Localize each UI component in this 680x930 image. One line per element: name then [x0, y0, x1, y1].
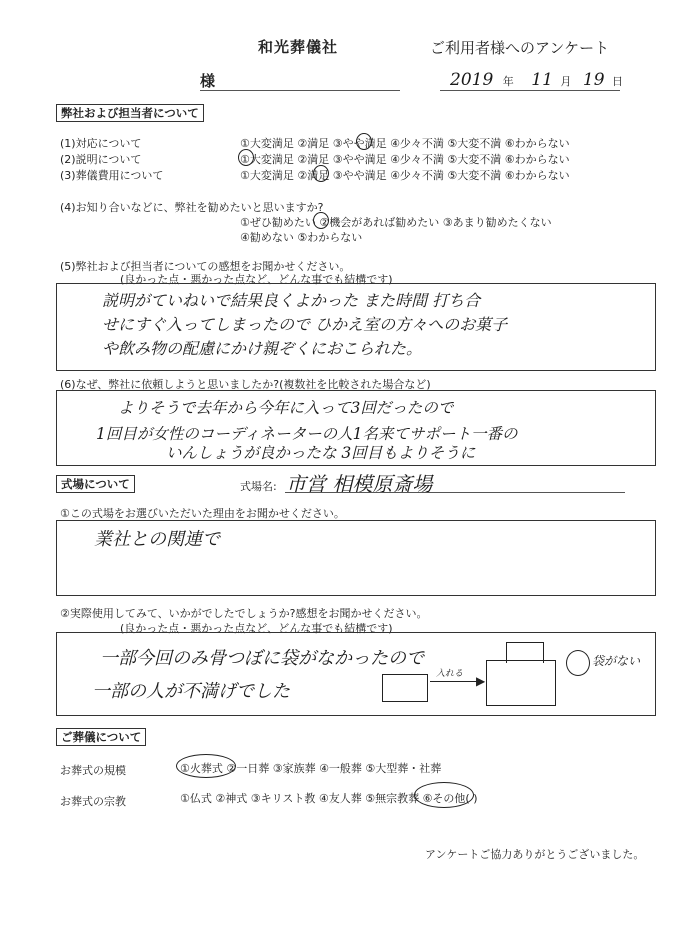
- section-venue-title: 式場について: [56, 475, 135, 493]
- q5-answer-line2: せにすぐ入ってしまったので ひかえ室の方々へのお菓子: [102, 315, 508, 334]
- sketch-label-put-in: 入れる: [436, 669, 464, 679]
- q3-label: (3)葬儀費用について: [60, 169, 164, 182]
- date-year: 2019: [450, 70, 494, 90]
- section-funeral-title: ご葬儀について: [56, 728, 146, 746]
- venue-q1-label: ①この式場をお選びいただいた理由をお聞かせください。: [60, 507, 345, 520]
- q5-answer-line1: 説明がていねいで結果良くよかった また時間 打ち合: [102, 291, 481, 310]
- q5-subtext: (良かった点・悪かった点など、どんな事でも結構です): [120, 273, 393, 286]
- funeral-scale-options: ①火葬式 ②一日葬 ③家族葬 ④一般葬 ⑤大型葬・社葬: [180, 762, 442, 775]
- customer-name-suffix: 様: [200, 72, 216, 90]
- venue-name-value: 市営 相模原斎場: [286, 472, 433, 496]
- q4-selected-circle: [313, 212, 329, 229]
- q3-selected-circle: [313, 165, 329, 182]
- company-name: 和光葬儀社: [258, 38, 339, 56]
- survey-title: ご利用者様へのアンケート: [430, 39, 610, 57]
- q6-answer-line1: よりそうで去年から今年に入って3回だったので: [118, 399, 454, 417]
- name-underline: [200, 90, 400, 91]
- venue-name-underline: [285, 492, 625, 493]
- date-year-label: 年: [502, 75, 514, 88]
- q5-answer-line3: や飲み物の配慮にかけ親ぞくにおこられた。: [102, 339, 423, 358]
- q6-label: (6)なぜ、弊社に依頼しようと思いましたか?(複数社を比較された場合など): [60, 378, 431, 391]
- q4-options-line1: ①ぜひ勧めたい ②機会があれば勧めたい ③あまり勧めたくない: [240, 216, 552, 229]
- q6-answer-line2: 1回目が女性のコーディネーターの人1名来てサポート一番の: [96, 425, 518, 443]
- q2-scale: ①大変満足 ②満足 ③やや満足 ④少々不満 ⑤大変不満 ⑥わからない: [240, 153, 570, 166]
- date-day: 19: [582, 70, 605, 90]
- q5-label: (5)弊社および担当者についての感想をお聞かせください。: [60, 260, 351, 273]
- funeral-scale-selected-circle: [176, 754, 236, 778]
- venue-q2-answer-line2: 一部の人が不満げでした: [92, 681, 290, 702]
- funeral-religion-label: お葬式の宗教: [60, 795, 126, 808]
- venue-q2-answer-line1: 一部今回のみ骨つぼに袋がなかったので: [100, 648, 424, 669]
- date-underline: [440, 90, 620, 91]
- q3-scale: ①大変満足 ②満足 ③やや満足 ④少々不満 ⑤大変不満 ⑥わからない: [240, 169, 570, 182]
- q2-label: (2)説明について: [60, 153, 142, 166]
- q1-selected-circle: [356, 133, 372, 150]
- sketch-bag-handle: [506, 642, 544, 663]
- sketch-label-no-bag: 袋がない: [592, 654, 641, 668]
- q4-options-line2: ④勧めない ⑤わからない: [240, 231, 363, 244]
- funeral-scale-label: お葬式の規模: [60, 764, 126, 777]
- venue-q2-subtext: (良かった点・悪かった点など、どんな事でも結構です): [120, 622, 393, 635]
- venue-q1-answer: 業社との関連で: [94, 529, 220, 550]
- q1-scale: ①大変満足 ②満足 ③やや満足 ④少々不満 ⑤大変不満 ⑥わからない: [240, 137, 570, 150]
- section-company-staff-title: 弊社および担当者について: [56, 104, 204, 122]
- venue-name-label: 式場名:: [240, 480, 277, 493]
- sketch-arrow-head: ▶: [476, 674, 486, 688]
- date-line: [450, 70, 623, 90]
- date-day-label: 日: [612, 75, 624, 88]
- venue-q2-label: ②実際使用してみて、いかがでしたでしょうか?感想をお聞かせください。: [60, 607, 428, 620]
- sketch-circle-mark: [566, 650, 590, 676]
- thank-you-note: アンケートご協力ありがとうございました。: [425, 848, 645, 861]
- sketch-bag-drawing: [486, 660, 556, 706]
- date-month: 11: [531, 70, 553, 90]
- q6-answer-line3: いんしょうが良かったな 3回目もよりそうに: [166, 444, 476, 462]
- date-month-label: 月: [560, 75, 572, 88]
- q1-label: (1)対応について: [60, 137, 142, 150]
- q4-label: (4)お知り合いなどに、弊社を勧めたいと思いますか?: [60, 201, 324, 214]
- funeral-religion-selected-circle: [414, 782, 474, 808]
- sketch-box-drawing: [382, 674, 428, 702]
- funeral-religion-options: ①仏式 ②神式 ③キリスト教 ④友人葬 ⑤無宗教葬 ⑥その他( ): [180, 792, 478, 805]
- q2-selected-circle: [238, 149, 254, 166]
- sketch-arrow-line: [430, 681, 482, 682]
